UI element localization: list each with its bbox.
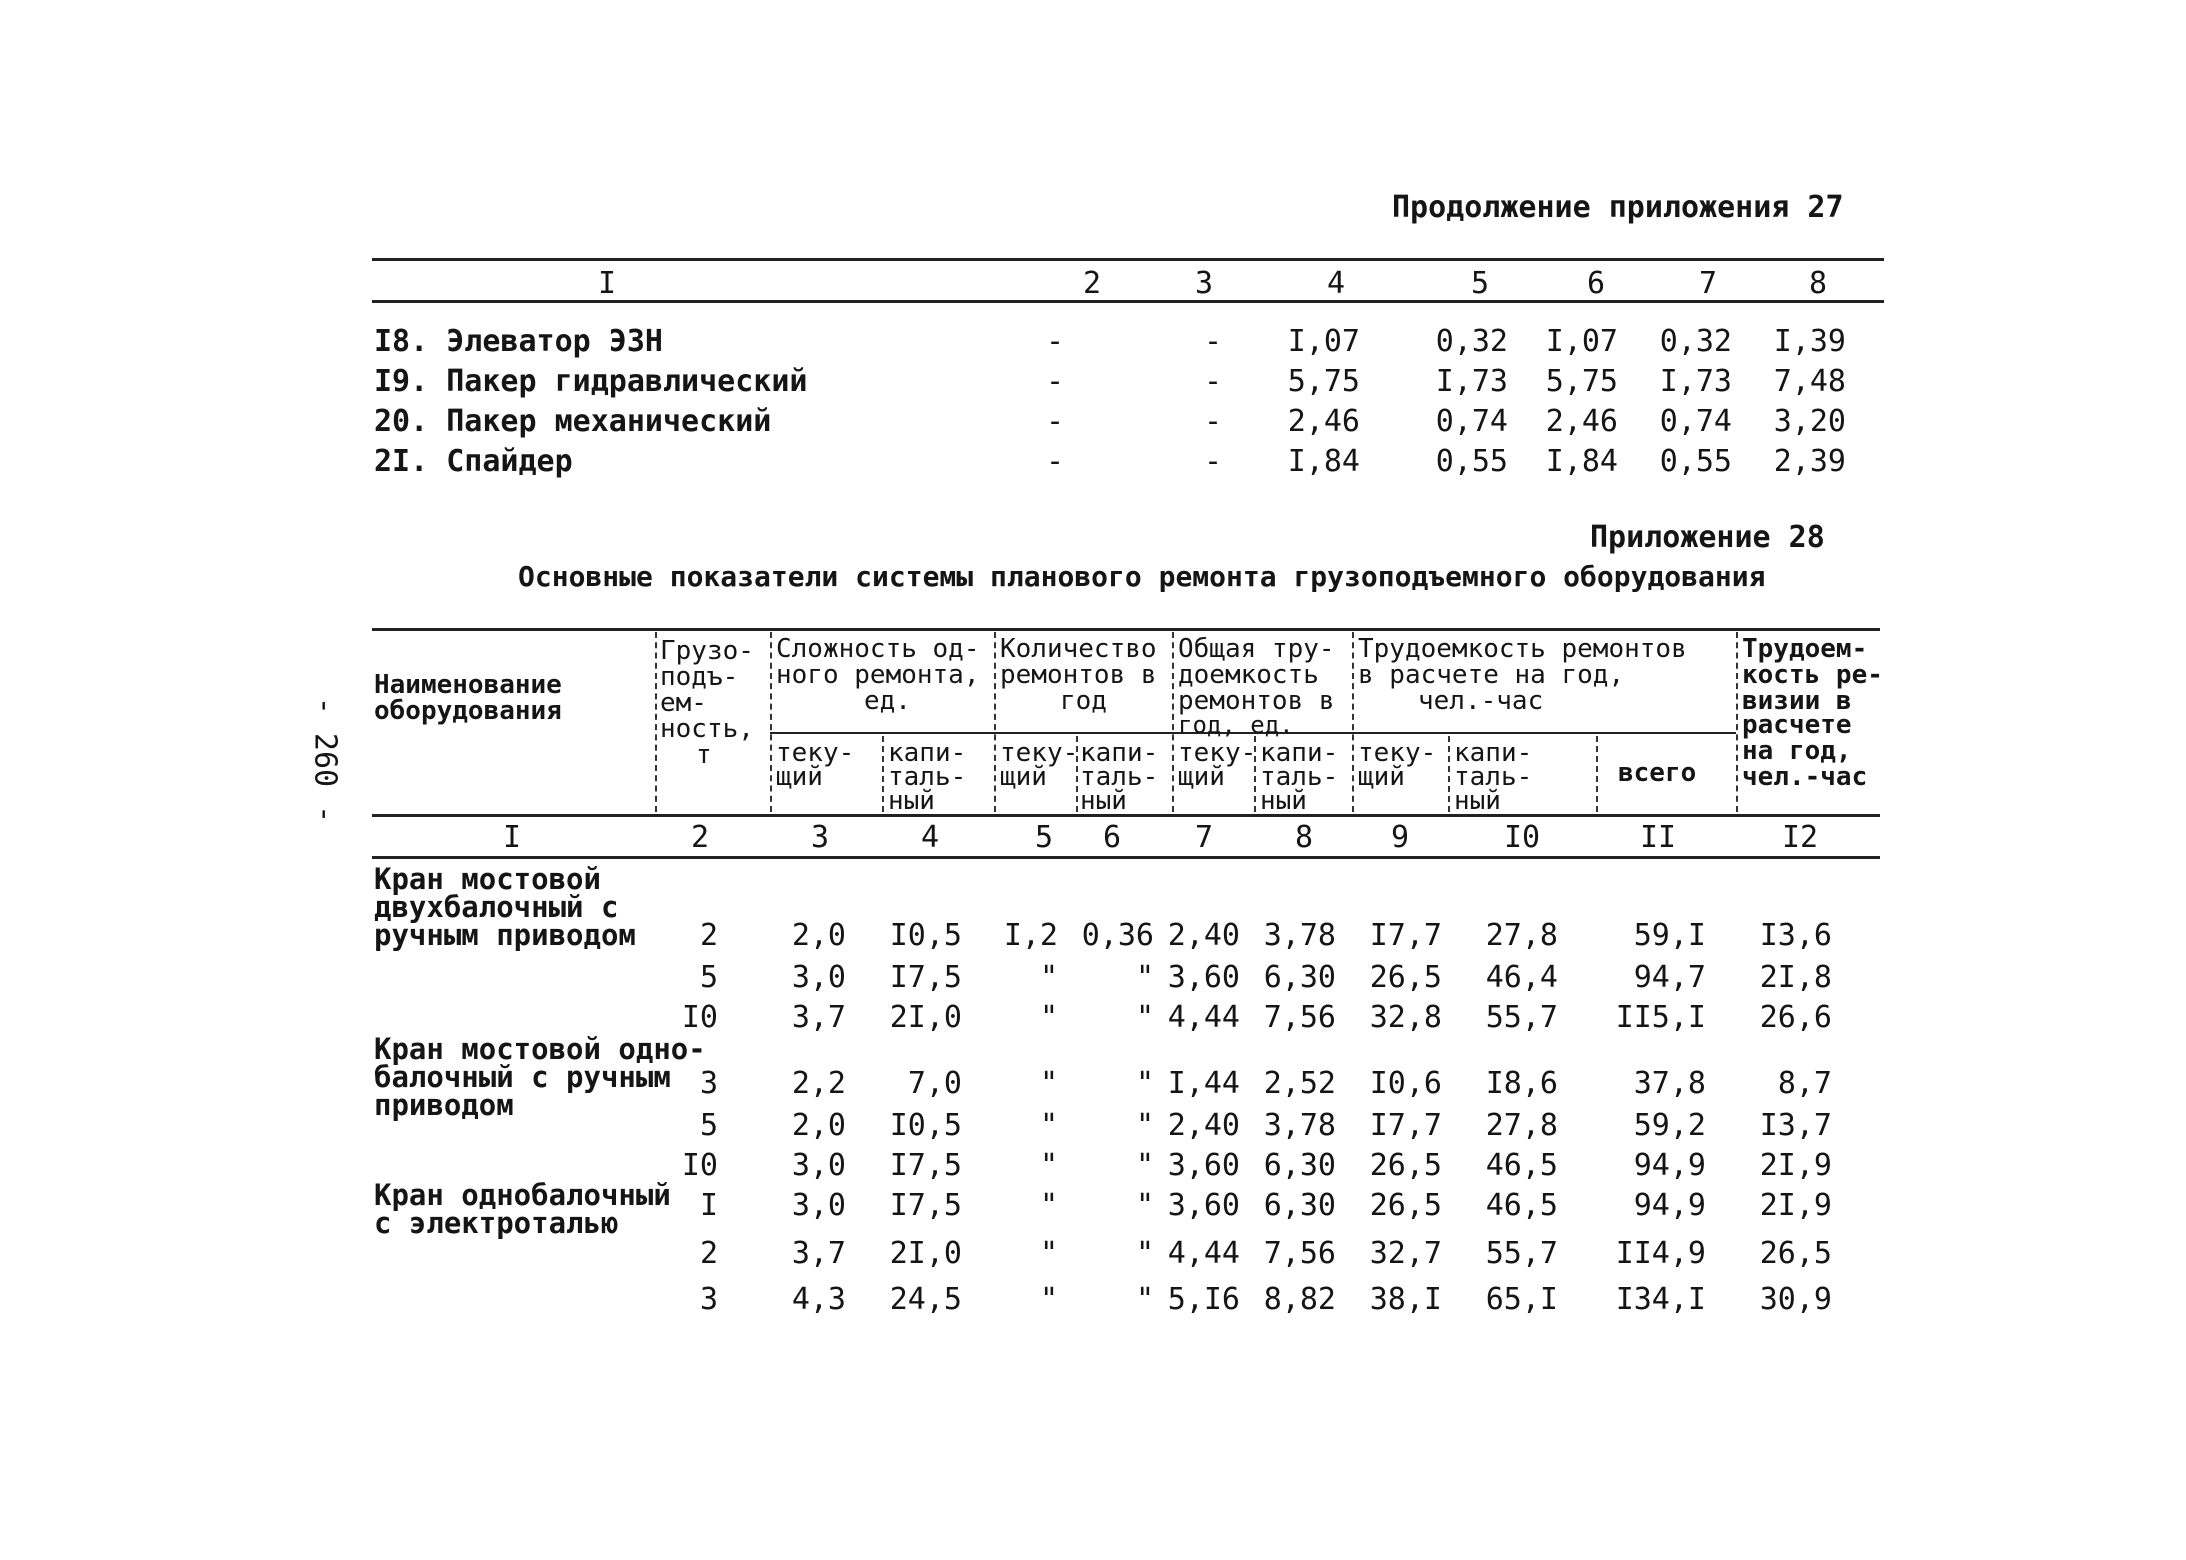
table1-cell-c6: 2,46 [1545, 404, 1618, 439]
table2-cell: 2,52 [1263, 1066, 1336, 1101]
table1-row-name: I9. Пакер гидравлический [374, 364, 808, 399]
table2-cell: 27,8 [1485, 918, 1558, 953]
group-name-line: двухбалочный с [374, 890, 619, 924]
table2-cell: I0 [681, 1148, 718, 1183]
sub-capital-1a: капи- [888, 738, 967, 768]
table1-cell-c3: - [1203, 324, 1222, 359]
table1-cell-c4: I,07 [1287, 324, 1360, 359]
table1-cell-c7: I,73 [1659, 364, 1732, 399]
table2-cell: 26,6 [1759, 1000, 1832, 1035]
table2-cell: I7,7 [1369, 1108, 1442, 1143]
table2-cell: 2,0 [791, 918, 846, 953]
table2-cell: 46,4 [1485, 960, 1558, 995]
table2-cell: 8,7 [1777, 1066, 1832, 1101]
table2-cell: 4,44 [1167, 1000, 1240, 1035]
table2-col-number: 2 [690, 820, 710, 855]
table1-cell-c5: I,73 [1435, 364, 1508, 399]
table2-cell: 26,5 [1759, 1236, 1832, 1271]
sub-capital-2c: ный [1080, 786, 1127, 816]
table1-cell-c2: - [1045, 364, 1064, 399]
table1-col-2: 2 [1082, 266, 1102, 301]
table2-cell: " [1039, 1108, 1058, 1143]
table1-col-1: I [597, 266, 617, 301]
sub-capital-4b: таль- [1454, 762, 1533, 792]
header-capacity-4: ность, [660, 714, 754, 744]
header-complexity-3: ед. [864, 686, 911, 716]
table2-cell: I0,6 [1369, 1066, 1442, 1101]
group-name-line: приводом [374, 1088, 514, 1122]
table1-cell-c7: 0,32 [1659, 324, 1732, 359]
table1-row-name: I8. Элеватор ЭЗН [374, 324, 663, 359]
table2-cell: I34,I [1615, 1282, 1706, 1317]
table1-cell-c3: - [1203, 364, 1222, 399]
table2-cell: " [1135, 1282, 1154, 1317]
sub-current-1b: щий [776, 762, 823, 792]
table2-cell: 6,30 [1263, 960, 1336, 995]
appendix-label: Приложение 28 [1590, 520, 1825, 555]
table1-cell-c5: 0,74 [1435, 404, 1508, 439]
table2-cell: I7,5 [889, 1188, 962, 1223]
table2-cell: 3,78 [1263, 1108, 1336, 1143]
table2-cell: 3,7 [791, 1236, 846, 1271]
header-laboryear-1: Трудоемкость ремонтов [1358, 634, 1687, 664]
table2-cell: 4,3 [791, 1282, 846, 1317]
sub-capital-2a: капи- [1080, 738, 1159, 768]
sub-capital-4c: ный [1454, 786, 1501, 816]
table2-cell: 38,I [1369, 1282, 1442, 1317]
sub-capital-1b: таль- [888, 762, 967, 792]
header-laboryear-3: чел.-час [1418, 686, 1544, 716]
table2-cell: 32,8 [1369, 1000, 1442, 1035]
group-name-line: Кран мостовой [374, 862, 601, 896]
table2-col-number: 3 [810, 820, 830, 855]
table2-cell: 3,60 [1167, 1148, 1240, 1183]
sub-current-2b: щий [1000, 762, 1047, 792]
table2-cell: " [1135, 1108, 1154, 1143]
table2-col-number: I0 [1503, 820, 1541, 855]
table2-cell: I0,5 [889, 1108, 962, 1143]
table2-cell: II4,9 [1615, 1236, 1706, 1271]
table2-cell: 26,5 [1369, 960, 1442, 995]
table1-cell-c6: I,84 [1545, 444, 1618, 479]
sub-capital-2b: таль- [1080, 762, 1159, 792]
sub-capital-3c: ный [1260, 786, 1307, 816]
group-name-line: ручным приводом [374, 918, 636, 952]
table2-cell: 2,40 [1167, 1108, 1240, 1143]
table2-cell: 5 [699, 960, 718, 995]
table2-cell: 46,5 [1485, 1188, 1558, 1223]
sub-capital-1c: ный [888, 786, 935, 816]
sub-capital-3a: капи- [1260, 738, 1339, 768]
table2-cell: I8,6 [1485, 1066, 1558, 1101]
table2-cell: 2 [699, 1236, 718, 1271]
table2-cell: I7,7 [1369, 918, 1442, 953]
table2-cell: 59,2 [1633, 1108, 1706, 1143]
table2-cell: I [699, 1188, 718, 1223]
table2-cell: 2I,0 [889, 1236, 962, 1271]
header-count-1: Количество [1000, 634, 1157, 664]
table1-cell-c8: 2,39 [1773, 444, 1846, 479]
table1-cell-c7: 0,74 [1659, 404, 1732, 439]
table2-cell: I,44 [1167, 1066, 1240, 1101]
header-capacity-3: ем- [660, 688, 707, 718]
table2-title: Основные показатели системы планового ремонта грузоподъемного оборудования [518, 560, 1766, 593]
table2-cell: I7,5 [889, 1148, 962, 1183]
table2-cell: I0 [681, 1000, 718, 1035]
table1-cell-c4: I,84 [1287, 444, 1360, 479]
sub-capital-4a: капи- [1454, 738, 1533, 768]
table2-cell: " [1135, 960, 1154, 995]
table1-col-3: 3 [1194, 266, 1214, 301]
table2-cell: 3,0 [791, 1148, 846, 1183]
sub-current-1a: теку- [776, 738, 855, 768]
table2-col-number: 9 [1390, 820, 1410, 855]
table1-cell-c8: 7,48 [1773, 364, 1846, 399]
table2-cell: 3,0 [791, 960, 846, 995]
header-revision-1: Трудоем- [1742, 634, 1868, 664]
table2-cell: " [1039, 1236, 1058, 1271]
table2-col-number: 7 [1194, 820, 1214, 855]
page-number: - 260 - [307, 696, 343, 824]
table2-cell: " [1039, 1148, 1058, 1183]
group-name-line: Кран мостовой одно- [374, 1032, 706, 1066]
table2-cell: 2 [699, 918, 718, 953]
table2-cell: 8,82 [1263, 1282, 1336, 1317]
header-revision-4: расчете [1742, 710, 1852, 740]
table1-cell-c2: - [1045, 444, 1064, 479]
header-totallabor-3: ремонтов в [1178, 686, 1335, 716]
table2-cell: I,2 [1003, 918, 1058, 953]
table2-cell: 3,0 [791, 1188, 846, 1223]
table2-cell: 46,5 [1485, 1148, 1558, 1183]
table2-cell: 27,8 [1485, 1108, 1558, 1143]
table2-cell: " [1039, 1188, 1058, 1223]
table1-cell-c3: - [1203, 404, 1222, 439]
table2-cell: I7,5 [889, 960, 962, 995]
table1-col-7: 7 [1698, 266, 1718, 301]
header-capacity-2: подъ- [660, 662, 739, 692]
table2-cell: 2I,9 [1759, 1188, 1832, 1223]
header-revision-2: кость ре- [1742, 660, 1883, 690]
table1-row-name: 2I. Спайдер [374, 444, 573, 479]
table2-cell: 7,56 [1263, 1000, 1336, 1035]
table2-cell: 2,0 [791, 1108, 846, 1143]
table2-col-number: I [502, 820, 522, 855]
table1-cell-c6: 5,75 [1545, 364, 1618, 399]
sub-total: всего [1618, 758, 1697, 788]
table2-cell: 59,I [1633, 918, 1706, 953]
table1-cell-c4: 2,46 [1287, 404, 1360, 439]
table1-col-8: 8 [1808, 266, 1828, 301]
table2-cell: 3 [699, 1282, 718, 1317]
table2-cell: 94,9 [1633, 1148, 1706, 1183]
header-totallabor-2: доемкость [1178, 660, 1319, 690]
header-revision-3: визии в [1742, 686, 1852, 716]
table2-cell: II5,I [1615, 1000, 1706, 1035]
table2-cell: " [1135, 1236, 1154, 1271]
table1-col-4: 4 [1326, 266, 1346, 301]
table2-col-number: 8 [1294, 820, 1314, 855]
sub-current-3b: щий [1178, 762, 1225, 792]
table2-cell: " [1135, 1148, 1154, 1183]
table2-cell: 7,0 [907, 1066, 962, 1101]
table1-cell-c8: 3,20 [1773, 404, 1846, 439]
sub-capital-3b: таль- [1260, 762, 1339, 792]
group-name-line: балочный с ручным [374, 1060, 671, 1094]
sub-current-4b: щий [1358, 762, 1405, 792]
table1-cell-c8: I,39 [1773, 324, 1846, 359]
table2-cell: 2,2 [791, 1066, 846, 1101]
header-capacity-5: т [696, 740, 712, 770]
table1-cell-c5: 0,32 [1435, 324, 1508, 359]
table2-cell: 7,56 [1263, 1236, 1336, 1271]
header-totallabor-4: год, ед. [1178, 711, 1294, 739]
header-name-2: оборудования [374, 696, 562, 726]
sub-current-4a: теку- [1358, 738, 1437, 768]
table2-col-number: II [1639, 820, 1677, 855]
table1-row-name: 20. Пакер механический [374, 404, 772, 439]
header-laboryear-2: в расчете на год, [1358, 660, 1625, 690]
header-count-2: ремонтов в [1000, 660, 1157, 690]
table2-cell: 3,78 [1263, 918, 1336, 953]
sub-current-2a: теку- [1000, 738, 1079, 768]
table2-cell: 3,60 [1167, 960, 1240, 995]
table1-cell-c6: I,07 [1545, 324, 1618, 359]
table2-cell: 30,9 [1759, 1282, 1832, 1317]
table2-cell: 0,36 [1081, 918, 1154, 953]
table2-cell: 6,30 [1263, 1188, 1336, 1223]
table2-cell: " [1135, 1066, 1154, 1101]
continuation-title: Продолжение приложения 27 [1392, 190, 1844, 225]
table2-cell: I0,5 [889, 918, 962, 953]
header-totallabor-1: Общая тру- [1178, 634, 1335, 664]
table2-cell: 3 [699, 1066, 718, 1101]
table1-cell-c4: 5,75 [1287, 364, 1360, 399]
sub-current-3a: теку- [1178, 738, 1257, 768]
header-complexity-2: ного ремонта, [776, 660, 980, 690]
table2-cell: 55,7 [1485, 1000, 1558, 1035]
table2-cell: 5,I6 [1167, 1282, 1240, 1317]
group-name-line: Кран однобалочный [374, 1178, 671, 1212]
table2-cell: 94,9 [1633, 1188, 1706, 1223]
table1-cell-c5: 0,55 [1435, 444, 1508, 479]
table2-cell: 26,5 [1369, 1148, 1442, 1183]
table2-col-number: 6 [1102, 820, 1122, 855]
table2-cell: 65,I [1485, 1282, 1558, 1317]
table2-cell: I3,7 [1759, 1108, 1832, 1143]
table2-cell: " [1039, 1000, 1058, 1035]
table2-cell: 3,7 [791, 1000, 846, 1035]
table2-cell: 4,44 [1167, 1236, 1240, 1271]
table2-cell: 3,60 [1167, 1188, 1240, 1223]
table2-cell: 2I,0 [889, 1000, 962, 1035]
table1-cell-c7: 0,55 [1659, 444, 1732, 479]
table2-cell: " [1135, 1188, 1154, 1223]
header-revision-6: чел.-час [1742, 762, 1868, 792]
table2-col-number: 4 [920, 820, 940, 855]
table1-col-5: 5 [1470, 266, 1490, 301]
table2-cell: 94,7 [1633, 960, 1706, 995]
table2-cell: 2I,9 [1759, 1148, 1832, 1183]
table2-cell: 2,40 [1167, 918, 1240, 953]
group-name-line: с электроталью [374, 1206, 619, 1240]
table2-cell: " [1039, 960, 1058, 995]
table2-cell: 37,8 [1633, 1066, 1706, 1101]
table2-cell: 55,7 [1485, 1236, 1558, 1271]
table2-cell: I3,6 [1759, 918, 1832, 953]
header-name-1: Наименование [374, 670, 562, 700]
table2-cell: 24,5 [889, 1282, 962, 1317]
table2-cell: 5 [699, 1108, 718, 1143]
header-count-3: год [1060, 686, 1107, 716]
table2-cell: " [1039, 1066, 1058, 1101]
table2-col-number: I2 [1781, 820, 1819, 855]
table2-cell: 2I,8 [1759, 960, 1832, 995]
table1-cell-c3: - [1203, 444, 1222, 479]
table2-cell: " [1135, 1000, 1154, 1035]
table2-cell: " [1039, 1282, 1058, 1317]
header-capacity-1: Грузо- [660, 636, 754, 666]
table2-cell: 6,30 [1263, 1148, 1336, 1183]
table1-col-6: 6 [1586, 266, 1606, 301]
table2-col-number: 5 [1034, 820, 1054, 855]
header-revision-5: на год, [1742, 736, 1852, 766]
table1-cell-c2: - [1045, 324, 1064, 359]
table1-cell-c2: - [1045, 404, 1064, 439]
table2-cell: 26,5 [1369, 1188, 1442, 1223]
header-complexity-1: Сложность од- [776, 634, 980, 664]
table2-cell: 32,7 [1369, 1236, 1442, 1271]
